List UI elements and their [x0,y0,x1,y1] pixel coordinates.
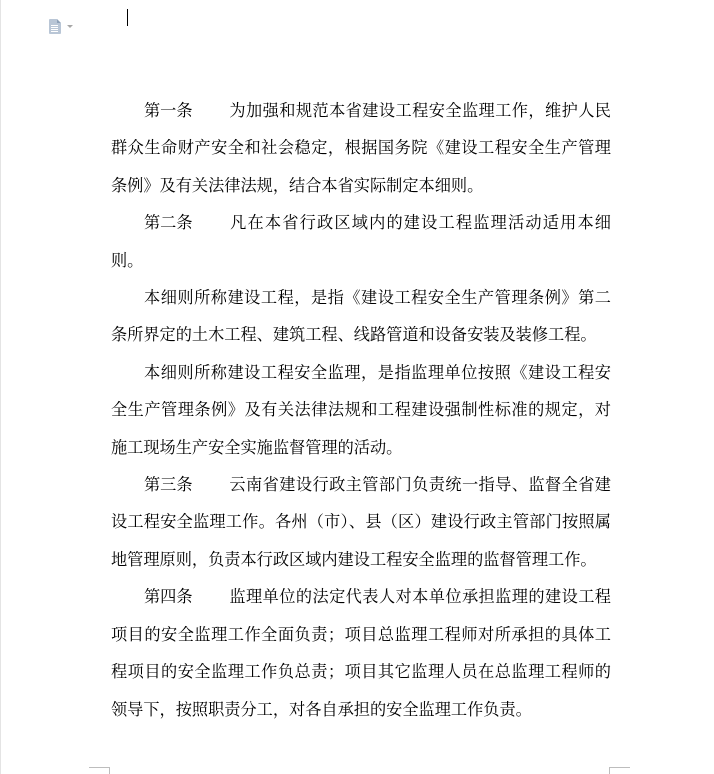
paragraph-text: 监理单位的法定代表人对本单位承担监理的建设工程项目的安全监理工作全面负责；项目总监理工程师对所承担的具体工程项目的安全监理工作负总责；项目其它监理人员在总监理工程师的领导下，按照职责分工，对各自承担的安全监理工作负责。 [111,587,611,719]
paragraph-definition-construction [111,279,611,354]
text-cursor [127,9,128,26]
article-number: 第二条 [144,213,193,233]
paragraph-text: 云南省建设行政主管部门负责统一指导、监督全省建设工程安全监理工作。各州（市）、县（区）建设行政主管部门按照属地管理原则，负责本行政区域内建设工程安全监理的监督管理工作。 [111,475,611,569]
paragraph-text: 本细则所称建设工程，是指《建设工程安全生产管理条例》第二条所界定的土木工程、建筑工程、线路管道和设备安装及装修工程。 [111,288,611,345]
article-number: 第三条 [144,475,193,495]
document-icon[interactable] [49,19,61,34]
document-body[interactable] [111,92,611,728]
paragraph-text: 本细则所称建设工程安全监理，是指监理单位按照《建设工程安全生产管理条例》及有关法律法规和工程建设强制性标准的规定，对施工现场生产安全实施监督管理的活动。 [111,362,611,457]
paragraph-text: 凡在本省行政区域内的建设工程监理活动适用本细则。 [111,213,611,270]
paragraph-article-1 [111,92,611,204]
page-corner-mark [89,767,110,774]
paragraph-definition-supervision [111,354,611,466]
paragraph-article-2 [111,204,611,279]
article-number: 第四条 [144,587,193,607]
paragraph-article-3 [111,466,611,578]
chevron-down-icon[interactable] [67,25,73,28]
paragraph-article-4 [111,578,611,728]
page-corner-mark [609,767,630,774]
article-number: 第一条 [144,101,193,120]
paragraph-text: 为加强和规范本省建设工程安全监理工作，维护人民群众生命财产安全和社会稳定，根据国务院《建设工程安全生产管理条例》及有关法律法规，结合本省实际制定本细则。 [111,101,611,195]
